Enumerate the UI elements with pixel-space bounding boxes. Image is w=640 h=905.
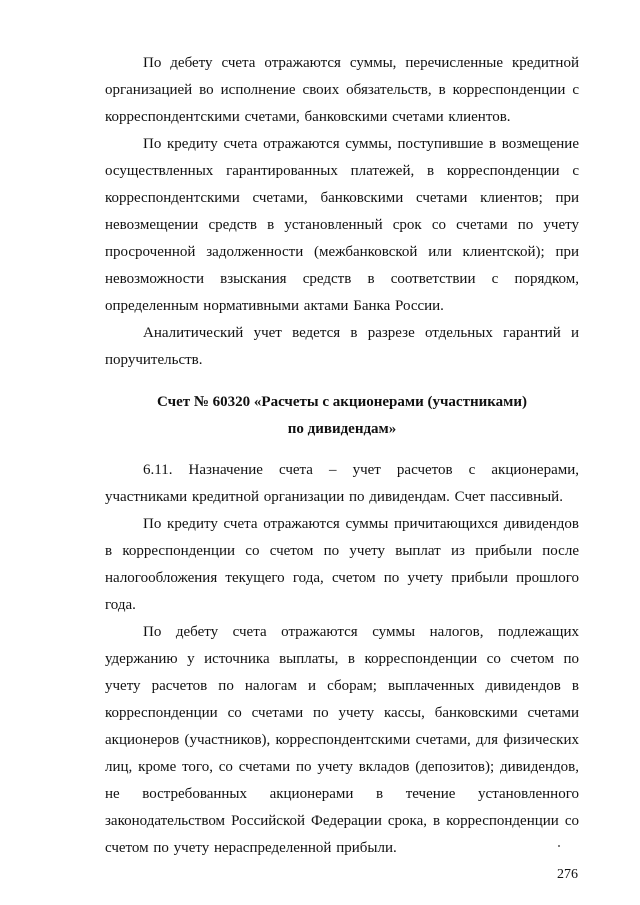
paragraph-credit-dividends: По кредиту счета отражаются суммы причитающихся дивидендов в корреспонденции со счетом по учету выплат из прибыли после налогообложения текущего года, счетом по учету прибыли прошлого года. <box>105 516 579 613</box>
paragraph-6-11-purpose: 6.11. Назначение счета – учет расчетов с акционерами, участниками кредитной организации по дивидендам. Счет пассивный. <box>105 462 579 505</box>
section-heading-account-60320 <box>105 389 579 443</box>
paragraph-debit-dividends: По дебету счета отражаются суммы налогов, подлежащих удержанию у источника выплаты, в корреспонденции со счетом по учету расчетов по налогам и сборам; выплаченных дивидендов в корреспонденции со счетами по учету кассы, банковскими счетами акционеров (участников), корреспондентскими счетами, для физических лиц, кроме того, со счетами по учету вкладов (депозитов); дивидендов, не востребованных акционерами в течение установленного законодательством Российской Федерации срока, в корреспонденции со счетом по учету нераспределенной прибыли. <box>105 624 579 856</box>
section-heading-line-2: по дивидендам» <box>287 421 397 437</box>
paragraph-credit-guarantees: По кредиту счета отражаются суммы, поступившие в возмещение осуществленных гарантированных платежей, в корреспонденции с корреспондентскими счетами, банковскими счетами клиентов; при невозмещении средств в установленный срок со счетами по учету просроченной задолженности (межбанковской или клиентской); при невозможности взыскания средств в соответствии с порядком, определенным нормативными актами Банка России. <box>105 136 579 314</box>
section-heading-line-1: Счет № 60320 «Расчеты с акционерами (участниками) <box>156 394 528 410</box>
page-number: 276 <box>557 867 578 882</box>
paragraph-analytic-accounting: Аналитический учет ведется в разрезе отдельных гарантий и поручительств. <box>105 325 579 368</box>
document-content <box>105 50 579 862</box>
paragraph-debit-guarantees: По дебету счета отражаются суммы, перечисленные кредитной организацией во исполнение своих обязательств, в корреспонденции с корреспондентскими счетами, банковскими счетами клиентов. <box>105 55 579 125</box>
scan-artifact-dot <box>558 845 560 847</box>
